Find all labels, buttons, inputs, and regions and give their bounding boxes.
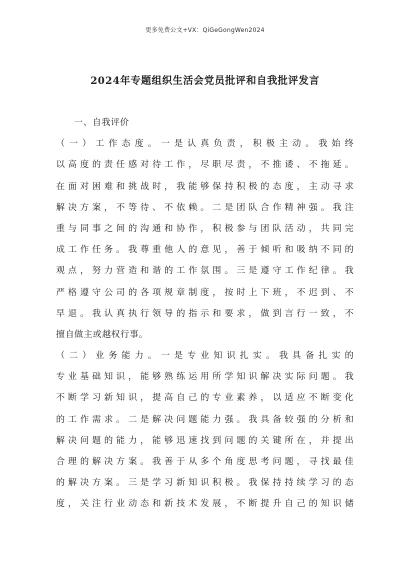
body-line: 重与同事之间的沟通和协作，积极参与团队活动，共同完: [56, 223, 354, 234]
section-heading: 一、自我评价: [74, 118, 130, 128]
body-line: 成工作任务。我尊重他人的意见，善于倾听和吸纳不同的: [56, 245, 354, 256]
body-line: 解决方案，不等待、不依赖。二是团队合作精神强。我注: [56, 202, 354, 213]
body-line: 不断学习新知识，提高自己的专业素养，以适应不断变化: [56, 393, 354, 404]
document-body: [56, 113, 354, 516]
body-line: 度，关注行业动态和新技术发展，不断提升自己的知识储: [56, 499, 354, 510]
body-line: （二）业务能力。一是专业知识扎实。我具备扎实的: [56, 351, 354, 362]
body-line: 擅自做主或越权行事。: [56, 329, 148, 340]
body-line: 在面对困难和挑战时，我能够保持积极的态度，主动寻求: [56, 181, 354, 192]
body-line: 观点，努力营造和谐的工作氛围。三是遵守工作纪律。我: [56, 266, 354, 277]
body-line: 早退。我认真执行领导的指示和要求，做到言行一致，不: [56, 308, 354, 319]
body-line: 以高度的责任感对待工作，尽职尽责，不推诿、不拖延。: [56, 160, 354, 171]
document-title: 2024年专题组织生活会党员批评和自我批评发言: [90, 76, 320, 87]
body-line: 的工作需求。二是解决问题能力强。我具备较强的分析和: [56, 414, 354, 425]
body-line: 严格遵守公司的各项规章制度，按时上下班，不迟到、不: [56, 287, 354, 298]
body-line: 合理的解决方案。我善于从多个角度思考问题，寻找最佳: [56, 457, 354, 467]
body-line: （一）工作态度。一是认真负责，积极主动。我始终: [56, 139, 354, 150]
body-line: 解决问题的能力，能够迅速找到问题的关键所在，并提出: [56, 435, 354, 446]
body-line: 专业基础知识，能够熟练运用所学知识解决实际问题。我: [56, 372, 354, 383]
header-note: 更多免费公文+VX：QiGeGongWen2024: [145, 27, 265, 34]
body-line: 的解决方案。三是学习新知识积极。我保持持续学习的态: [56, 478, 354, 489]
